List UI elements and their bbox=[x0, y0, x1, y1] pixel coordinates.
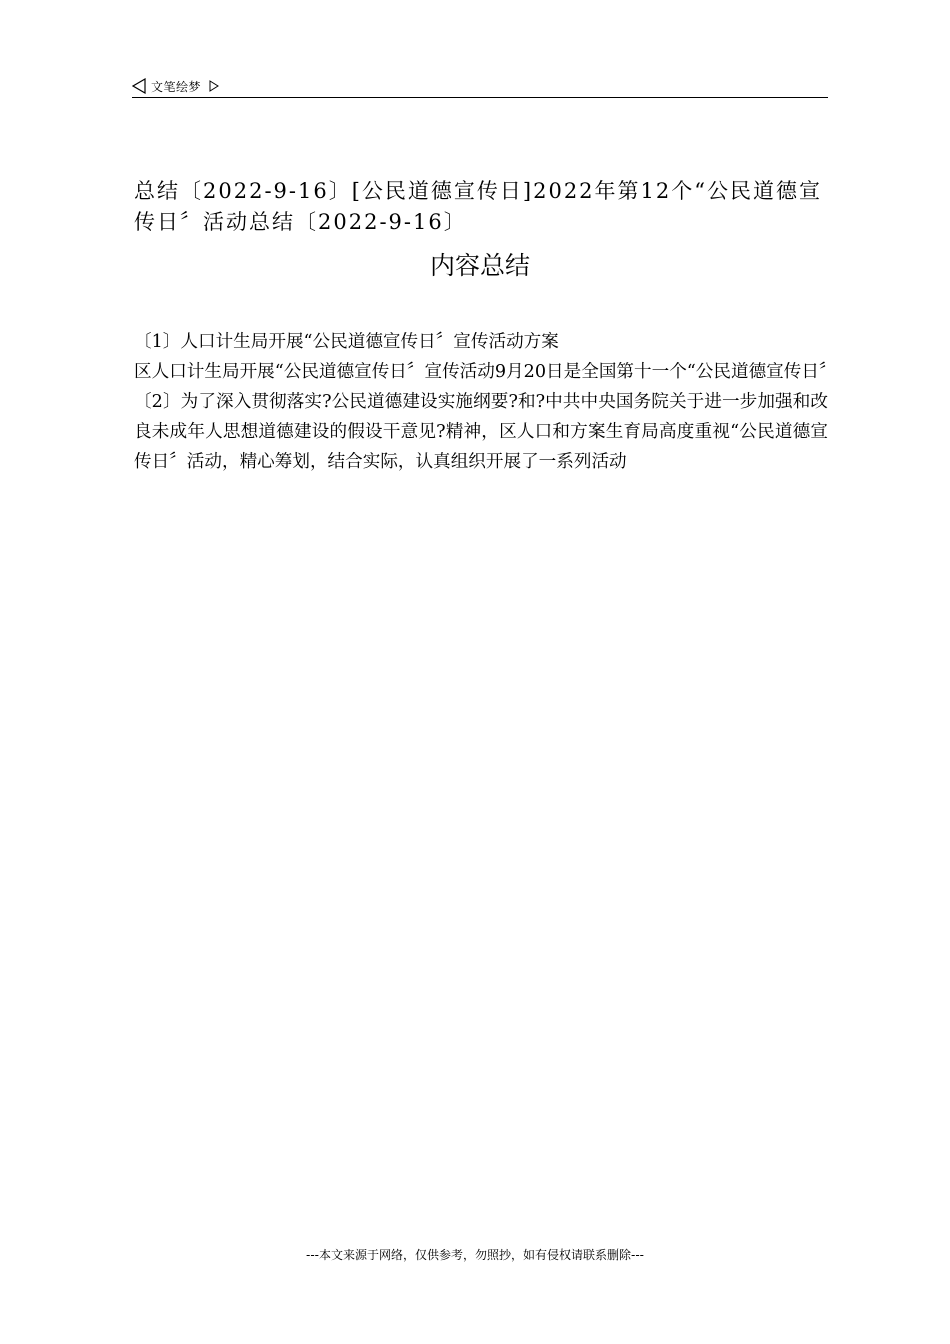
header-divider bbox=[132, 97, 828, 98]
footer-disclaimer: ---本文来源于网络，仅供参考，勿照抄，如有侵权请联系删除--- bbox=[306, 1248, 644, 1262]
document-title: 总结〔2022-9-16〕[公民道德宣传日]2022年第12个“公民道德宣传日〞活动总结〔2022-9-16〕 bbox=[134, 179, 823, 234]
page-header bbox=[132, 74, 828, 98]
paragraph: 〔1〕人口计生局开展“公民道德宣传日〞宣传活动方案 bbox=[134, 332, 559, 352]
paragraph: 区人口计生局开展“公民道德宣传日〞宣传活动9月20日是全国第十一个“公民道德宣传日〞 bbox=[134, 362, 837, 382]
paragraph: 〔2〕为了深入贯彻落实?公民道德建设实施纲要?和?中共中央国务院关于进一步加强和改良未成年人思想道德建设的假设干意见?精神，区人口和方案生育局高度重视“公民道德宣传日〞活动，精心筹划，结合实际，认真组织开展了一系列活动 bbox=[134, 392, 828, 472]
triangle-right-outline-icon bbox=[209, 80, 219, 92]
triangle-left-outline-icon bbox=[132, 78, 146, 94]
brand-name: 文笔绘梦 bbox=[151, 79, 202, 94]
section-heading: 内容总结 bbox=[429, 251, 530, 280]
document-body bbox=[134, 327, 837, 477]
